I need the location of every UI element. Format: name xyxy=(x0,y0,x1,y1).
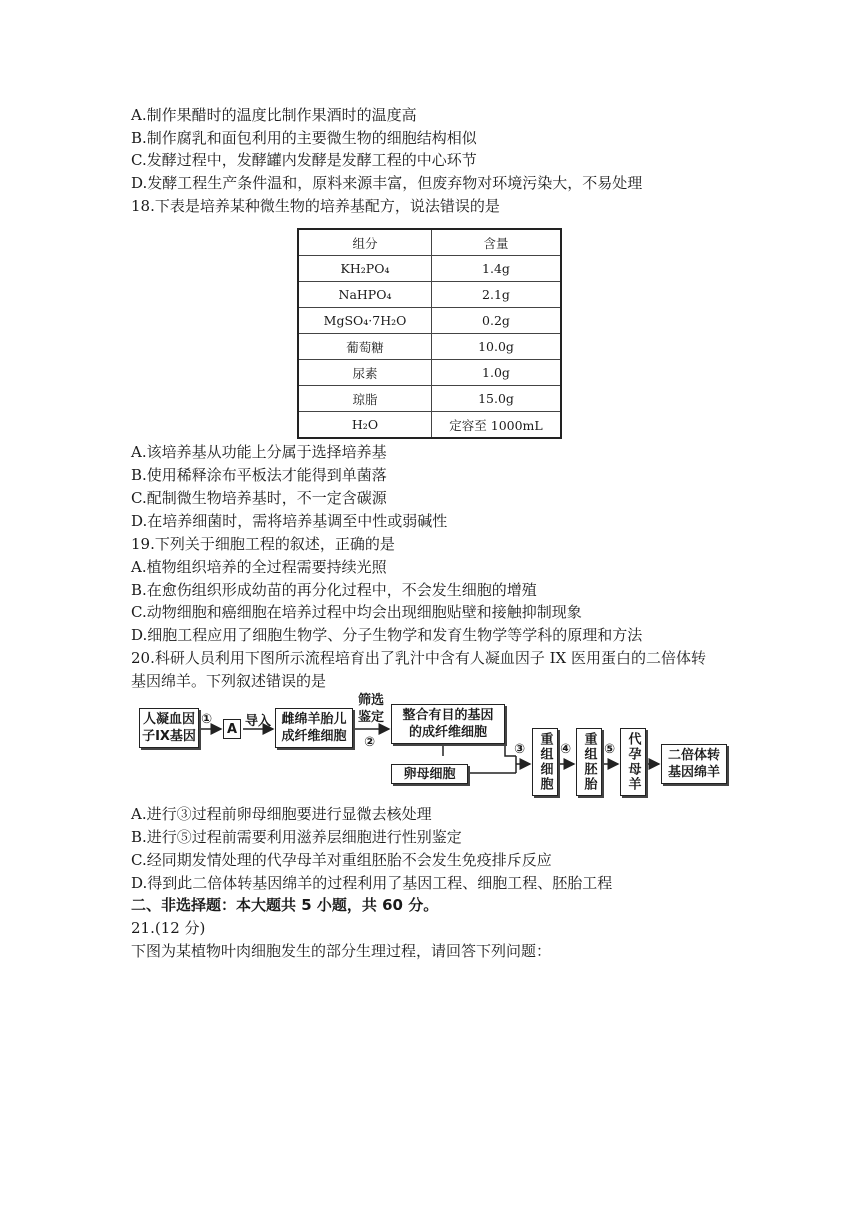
gene-line1: 人凝血因 xyxy=(142,712,195,727)
step4-label: ④ xyxy=(560,742,572,757)
table-cell: 琼脂 xyxy=(298,386,432,412)
target-line1: 整合有目的基因 xyxy=(402,708,494,723)
table-header-component: 组分 xyxy=(298,229,432,256)
screen-label xyxy=(358,692,384,726)
table-cell: 2.1g xyxy=(432,282,562,308)
q17-option-a: A.制作果醋时的温度比制作果酒时的温度高 xyxy=(131,106,417,124)
recomb-cell-box: 重组细胞 xyxy=(532,728,558,796)
q17-option-b: B.制作腐乳和面包利用的主要微生物的细胞结构相似 xyxy=(131,129,477,147)
gene-line2: 子IX基因 xyxy=(142,729,196,744)
surrogate-box: 代孕母羊 xyxy=(620,728,646,796)
result-line1: 二倍体转 xyxy=(667,748,720,763)
table-cell: 10.0g xyxy=(432,334,562,360)
table-cell: MgSO₄·7H₂O xyxy=(298,308,432,334)
q19-option-a: A.植物组织培养的全过程需要持续光照 xyxy=(131,558,387,576)
table-row xyxy=(298,412,561,439)
screen-line2: 鉴定 xyxy=(358,710,385,725)
table-cell: 1.4g xyxy=(432,256,562,282)
target-line2: 的成纤维细胞 xyxy=(408,725,487,740)
transgenic-sheep-flow-diagram xyxy=(0,690,860,810)
q20-stem-line1: 20.科研人员利用下图所示流程培育出了乳汁中含有人凝血因子 IX 医用蛋白的二倍体转 xyxy=(131,649,706,667)
table-cell: 尿素 xyxy=(298,360,432,386)
table-cell: 1.0g xyxy=(432,360,562,386)
recomb-embryo-box: 重组胚胎 xyxy=(576,728,602,796)
step2-label: ② xyxy=(364,735,376,750)
table-cell: 15.0g xyxy=(432,386,562,412)
q21-number: 21.(12 分) xyxy=(131,919,206,937)
q18-option-d: D.在培养细菌时，需将培养基调至中性或弱碱性 xyxy=(131,512,448,530)
table-cell: 葡萄糖 xyxy=(298,334,432,360)
q18-option-a: A.该培养基从功能上分属于选择培养基 xyxy=(131,443,387,461)
q17-option-c: C.发酵过程中，发酵罐内发酵是发酵工程的中心环节 xyxy=(131,151,477,169)
q18-option-c: C.配制微生物培养基时，不一定含碳源 xyxy=(131,489,387,507)
q19-option-c: C.动物细胞和癌细胞在培养过程中均会出现细胞贴壁和接触抑制现象 xyxy=(131,603,582,621)
table-cell: KH₂PO₄ xyxy=(298,256,432,282)
step1-label: ① xyxy=(201,712,213,727)
table-header-amount: 含量 xyxy=(432,229,562,256)
q19-option-d: D.细胞工程应用了细胞生物学、分子生物学和发育生物学等学科的原理和方法 xyxy=(131,626,643,644)
target-cell-box xyxy=(391,704,505,744)
fibro-line1: 雌绵羊胎儿 xyxy=(281,712,347,727)
table-row xyxy=(298,308,561,334)
table-cell: H₂O xyxy=(298,412,432,439)
fibro-line2: 成纤维细胞 xyxy=(281,729,347,744)
medium-recipe-table xyxy=(297,228,562,439)
q20-option-a: A.进行③过程前卵母细胞要进行显微去核处理 xyxy=(131,805,432,823)
table-row xyxy=(298,256,561,282)
result-box xyxy=(661,744,727,784)
table-row xyxy=(298,360,561,386)
table-cell: NaHPO₄ xyxy=(298,282,432,308)
q21-stem: 下图为某植物叶肉细胞发生的部分生理过程，请回答下列问题： xyxy=(131,942,552,960)
import-label: 导入 xyxy=(245,714,272,729)
step3-label: ③ xyxy=(514,742,526,757)
fibroblast-box xyxy=(275,708,353,748)
q20-option-d: D.得到此二倍体转基因绵羊的过程利用了基因工程、细胞工程、胚胎工程 xyxy=(131,874,613,892)
q18-stem: 18.下表是培养某种微生物的培养基配方，说法错误的是 xyxy=(131,197,500,215)
step5-label: ⑤ xyxy=(604,742,616,757)
table-header-row xyxy=(298,229,561,256)
q17-option-d: D.发酵工程生产条件温和，原料来源丰富，但废弃物对环境污染大，不易处理 xyxy=(131,174,643,192)
box-a: A xyxy=(223,719,241,739)
oocyte-box: 卵母细胞 xyxy=(391,764,468,784)
result-line2: 基因绵羊 xyxy=(667,765,720,780)
table-row xyxy=(298,334,561,360)
gene-box xyxy=(139,708,199,748)
q20-option-b: B.进行⑤过程前需要利用滋养层细胞进行性别鉴定 xyxy=(131,828,462,846)
section2-heading: 二、非选择题：本大题共 5 小题，共 60 分。 xyxy=(131,896,439,914)
table-row xyxy=(298,282,561,308)
table-row xyxy=(298,386,561,412)
q20-option-c: C.经同期发情处理的代孕母羊对重组胚胎不会发生免疫排斥反应 xyxy=(131,851,552,869)
q19-option-b: B.在愈伤组织形成幼苗的再分化过程中，不会发生细胞的增殖 xyxy=(131,581,537,599)
screen-line1: 筛选 xyxy=(358,693,385,708)
q19-stem: 19.下列关于细胞工程的叙述，正确的是 xyxy=(131,535,395,553)
table-cell: 0.2g xyxy=(432,308,562,334)
q18-option-b: B.使用稀释涂布平板法才能得到单菌落 xyxy=(131,466,387,484)
q20-stem-line2: 基因绵羊。下列叙述错误的是 xyxy=(131,672,327,690)
table-cell: 定容至 1000mL xyxy=(432,412,562,439)
